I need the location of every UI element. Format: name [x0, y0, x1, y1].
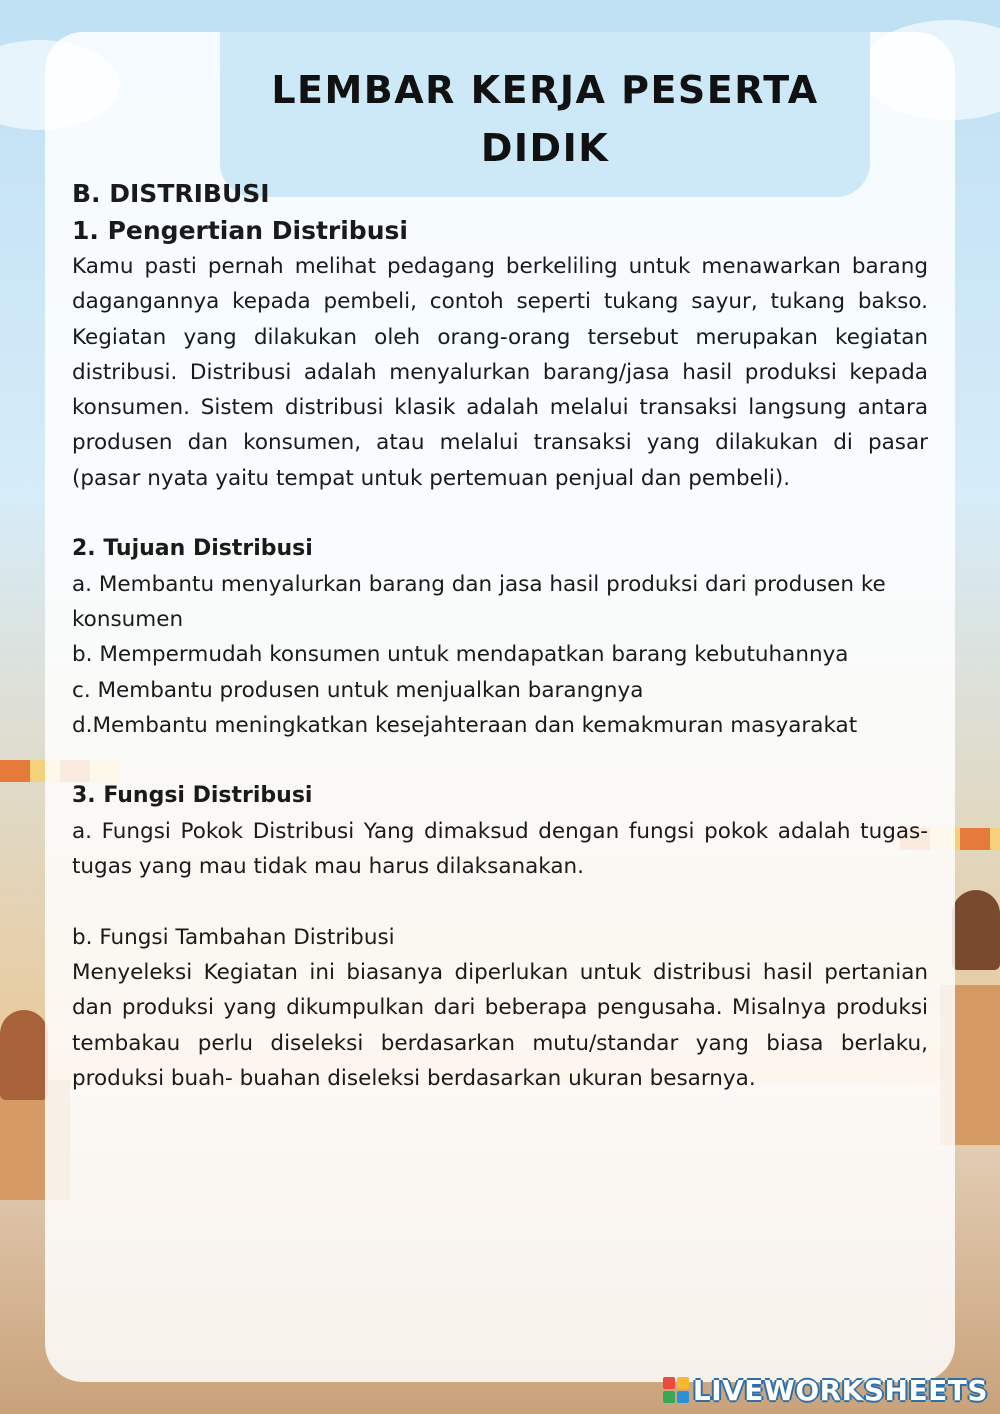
- liveworksheets-logo-icon: [663, 1377, 689, 1403]
- part2-heading: 2. Tujuan Distribusi: [72, 536, 313, 562]
- watermark-text: LIVEWORKSHEETS: [692, 1373, 988, 1407]
- logo-square: [663, 1377, 675, 1389]
- logo-square: [677, 1377, 689, 1389]
- part3-point-b-title: b. Fungsi Tambahan Distribusi: [72, 924, 395, 950]
- list-item: a. Membantu menyalurkan barang dan jasa hasil produksi dari produsen ke konsumen: [72, 571, 886, 632]
- logo-square: [663, 1391, 675, 1403]
- page-title: LEMBAR KERJA PESERTA DIDIK: [271, 67, 819, 170]
- part3-point-b-text: Menyeleksi Kegiatan ini biasanya diperlukan untuk distribusi hasil pertanian dan produksi yang dikumpulkan dari beberapa pengusaha. Misalnya produksi tembakau perlu diseleksi berdasarkan mutu/standar yang biasa berlaku, produksi buah- buahan diseleksi berdasarkan ukuran besarnya.: [72, 959, 928, 1091]
- liveworksheets-watermark[interactable]: [663, 1372, 988, 1408]
- list-item: d.Membantu meningkatkan kesejahteraan dan kemakmuran masyarakat: [72, 712, 858, 738]
- part1-text: Kamu pasti pernah melihat pedagang berkeliling untuk menawarkan barang dagangannya kepada pembeli, contoh seperti tukang sayur, tukang bakso. Kegiatan yang dilakukan oleh orang-orang tersebut merupakan kegiatan distribusi. Distribusi adalah menyalurkan barang/jasa hasil produksi kepada konsumen. Sistem distribusi klasik adalah melalui transaksi langsung antara produsen dan konsumen, atau melalui transaksi yang dilakukan di pasar (pasar nyata yaitu tempat untuk pertemuan penjual dan pembeli).: [72, 254, 928, 491]
- part3-heading: 3. Fungsi Distribusi: [72, 783, 313, 809]
- person-shape: [0, 1010, 48, 1100]
- section-heading: B. DISTRIBUSI: [72, 179, 270, 208]
- person-shape: [952, 890, 1000, 970]
- list-item: c. Membantu produsen untuk menjualkan barangnya: [72, 677, 644, 703]
- title-banner: [220, 32, 870, 197]
- part3-point-a: a. Fungsi Pokok Distribusi Yang dimaksud dengan fungsi pokok adalah tugas-tugas yang mau tidak mau harus dilaksanakan.: [72, 818, 928, 880]
- list-item: b. Mempermudah konsumen untuk mendapatkan barang kebutuhannya: [72, 642, 849, 668]
- logo-square: [677, 1391, 689, 1403]
- worksheet-content: [72, 175, 928, 1096]
- part1-heading: 1. Pengertian Distribusi: [72, 216, 408, 245]
